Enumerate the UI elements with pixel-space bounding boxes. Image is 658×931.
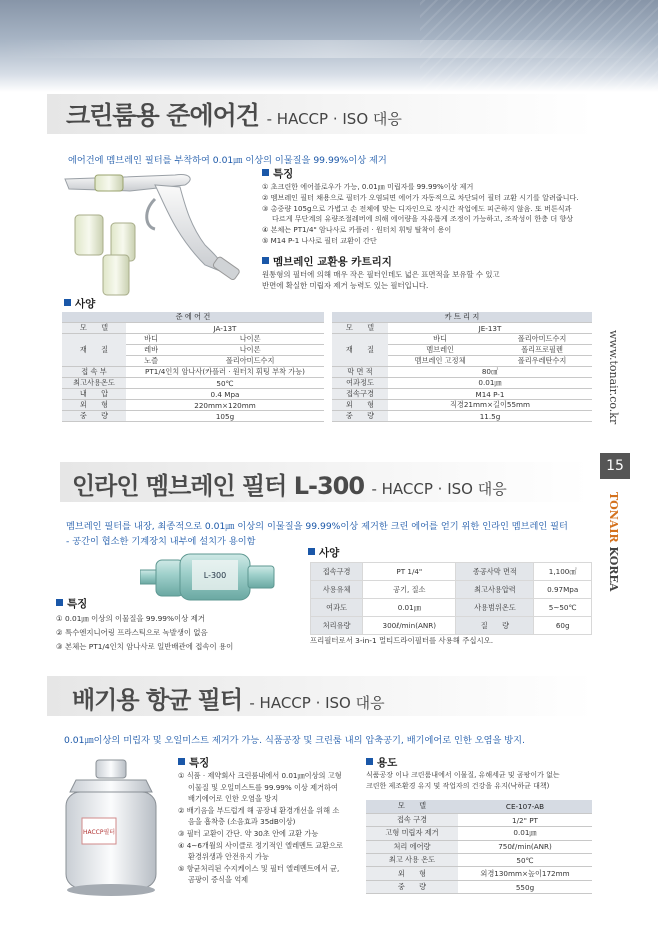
- table-row: 외 형 220mm×120mm: [62, 400, 324, 411]
- section3-features: [178, 770, 343, 886]
- table-row: 모 델 JA-13T: [62, 323, 324, 334]
- site-url: www.tonair.co.kr: [607, 330, 620, 425]
- section1-title: 크린룸용 준에어건 - HACCP · ISO 대응: [66, 101, 402, 130]
- feature-item: ③ 총중량 105g으로 가볍고 손 전체에 맞는 디자인으로 장시간 작업에도 피곤하지 않음. 또 버튼식과: [262, 203, 572, 213]
- table-row: 사용유체 공기, 질소 최고사용압력 0.97Mpa: [311, 581, 592, 599]
- table-row: 재 질 바디 나이론: [62, 334, 324, 345]
- feature-item: 이물질 및 오일미스트를 99.99% 이상 제거하여: [188, 782, 338, 792]
- use-line: 크린한 제조환경 유지 및 작업자의 건강을 유지(낙하균 대책): [366, 781, 550, 790]
- exhaust-filter-image: [56, 756, 166, 906]
- cartridge-line: 원통형의 필터에 의해 매우 작은 필터인데도 넓은 표면적을 보유할 수 있고: [262, 270, 500, 279]
- top-banner: [0, 0, 658, 92]
- feature-item: ③ 본체는 PT1/4인치 암나사로 일반배관에 접속이 용이: [56, 642, 234, 651]
- use-line: 식품공장 이나 크린룸내에서 이물질, 유해세균 및 곰팡이가 없는: [366, 771, 560, 779]
- section2-features: [56, 612, 233, 654]
- table-row: 접속구경 M14 P-1: [332, 389, 592, 400]
- air-gun-image: [55, 165, 260, 305]
- product-label: L-300: [203, 571, 227, 580]
- feature-item: ② 멤브레인 필터 채용으로 필터가 오염되면 에어가 자동적으로 차단되어 필터 교환 시기를 알려줍니다.: [262, 192, 579, 202]
- feature-item: ① 초크린한 에어블로우가 가능, 0.01㎛ 미립자를 99.99%이상 제거: [262, 182, 474, 191]
- feature-item: ① 식품 · 제약회사 크린룸내에서 0.01㎛이상의 고형: [178, 771, 342, 780]
- table-row: 외 형 직경21mm×길이55mm: [332, 400, 592, 411]
- exhaust-filter-spec-table: [366, 800, 592, 894]
- section2-features-heading: 특징: [56, 596, 87, 611]
- section3-features-heading: 특징: [178, 755, 209, 770]
- air-gun-spec-table: [62, 312, 324, 422]
- feature-item: ② 특수엔지니어링 프라스틱으로 녹발생이 없음: [56, 628, 208, 637]
- table-row: 중 량 11.5g: [332, 411, 592, 422]
- feature-item: ⑤ 항균처리된 수지케이스 및 필터 엘레멘트에서 균,: [178, 863, 340, 873]
- table-row: 접속 구경 1/2" PT: [366, 813, 592, 826]
- table-row: 처리유량 300ℓ/min(ANR) 질 량 60g: [311, 617, 592, 635]
- table-row: 외 형 외경130mm×높이172mm: [366, 867, 592, 880]
- section3-lead: 0.01㎛이상의 미립자 및 오일미스트 제거가 가능. 식품공장 및 크린룸 내의 압축공기, 배기에어로 인한 오염을 방지.: [64, 735, 525, 746]
- section1-features-heading: 특징: [262, 166, 293, 181]
- section2-spec-heading: 사양: [308, 545, 339, 560]
- table-row: 모 델 CE-107-AB: [366, 800, 592, 813]
- table-row: 접속구경 PT 1/4" 종공사막 면적 1,100㎠: [311, 563, 592, 581]
- table-row: 내 압 0.4 Mpa: [62, 389, 324, 400]
- table-row: 재 질 바디 폴리아미드수지: [332, 334, 592, 345]
- section2-lead: 멤브레인 필터를 내장, 최종적으로 0.01㎛ 이상의 이물질을 99.99%이상 제거한 크린 에어를 얻기 위한 인라인 멤브레인 필터: [66, 521, 568, 532]
- table-row: 여과도 0.01㎛ 사용범위온도 5~50℃: [311, 599, 592, 617]
- table-row: 레바 나이론: [62, 345, 324, 356]
- table-row: 중 량 105g: [62, 411, 324, 422]
- section3-title: 배기용 항균 필터 - HACCP · ISO 대응: [72, 686, 385, 714]
- cartridge-spec-table: [332, 312, 592, 422]
- page-number: 15: [600, 453, 630, 479]
- table-row: 노즐 폴리아미드수지: [62, 356, 324, 367]
- table-row: 처리 에어량 750ℓ/min(ANR): [366, 840, 592, 853]
- table-row: 멤브레인 폴리프로필렌: [332, 345, 592, 356]
- table-row: 중 량 550g: [366, 880, 592, 893]
- table-row: 여과정도 0.01㎛: [332, 378, 592, 389]
- feature-item: 다르게 무단계의 유량조절레버에 의해 에어량을 자유롭게 조정이 가능하고, 조작성이 한층 더 향상: [272, 214, 574, 224]
- feature-item: ④ 본체는 PT1/4" 암나사로 카플러 · 원터치 휘팅 탈착이 용이: [262, 225, 452, 235]
- section1-spec-heading: 사양: [64, 296, 95, 311]
- feature-item: ② 배기음을 부드럽게 해 공장내 환경개선을 위해 소: [178, 805, 340, 815]
- table-title: 준 에 어 건: [62, 312, 324, 323]
- brand-vertical: TONAIR KOREA: [607, 492, 620, 592]
- feature-item: ③ 필터 교환이 간단. 약 30초 안에 교환 가능: [178, 828, 319, 838]
- feature-item: 곰팡이 증식을 억제: [188, 875, 249, 885]
- inline-filter-spec-table: [310, 562, 592, 635]
- table-row: 접 속 부 PT1/4인치 암나사(카플러 · 원터치 휘팅 부착 가능): [62, 367, 324, 378]
- section3-use-heading: 용도: [366, 755, 397, 770]
- feature-item: ① 0.01㎛ 이상의 이물질을 99.99%이상 제거: [56, 614, 205, 623]
- cartridge-text: [262, 270, 500, 292]
- section2-lead-2: - 공간이 협소한 기계장치 내부에 설치가 용이함: [66, 536, 256, 547]
- feature-item: 환경위생과 안전유지 가능: [188, 852, 269, 862]
- table-row: 고형 미립자 제거 0.01㎛: [366, 827, 592, 840]
- feature-item: 음을 흡착층 (소음효과 35dB이상): [188, 817, 296, 827]
- cartridge-heading: 멤브레인 교환용 카트리지: [262, 254, 392, 269]
- section2-note: 프리필터로서 3-in-1 멀티드라이필터를 사용해 주십시오.: [310, 636, 494, 645]
- table-row: 최고 사용 온도 50℃: [366, 854, 592, 867]
- product-label: HACCP필터: [82, 829, 116, 836]
- inline-filter-image: [140, 548, 280, 608]
- section3-use-text: [366, 770, 560, 792]
- table-row: 멤브레인 고정체 폴리우레탄수지: [332, 356, 592, 367]
- section2-title: 인라인 멤브레인 필터 L-300 - HACCP · ISO 대응: [72, 472, 507, 500]
- feature-item: ⑤ M14 P-1 나사로 필터 교환이 간단: [262, 235, 377, 245]
- table-row: 막 면 적 80㎠: [332, 367, 592, 378]
- feature-item: 배기에어로 인한 오염을 방지: [188, 794, 279, 804]
- cartridge-line: 반면에 확실한 미립자 제거 능력도 있는 필터입니다.: [262, 280, 429, 290]
- feature-item: ④ 4~6개월의 사이클로 정기적인 엘레멘트 교환으로: [178, 840, 343, 850]
- section1-features: [262, 182, 592, 247]
- table-row: 모 델 JE-13T: [332, 323, 592, 334]
- section1-lead: 에어건에 멤브레인 필터를 부착하여 0.01㎛ 이상의 이물질을 99.99%이상 제거: [68, 155, 387, 166]
- table-row: 최고사용온도 50℃: [62, 378, 324, 389]
- table-title: 카 트 리 지: [332, 312, 592, 323]
